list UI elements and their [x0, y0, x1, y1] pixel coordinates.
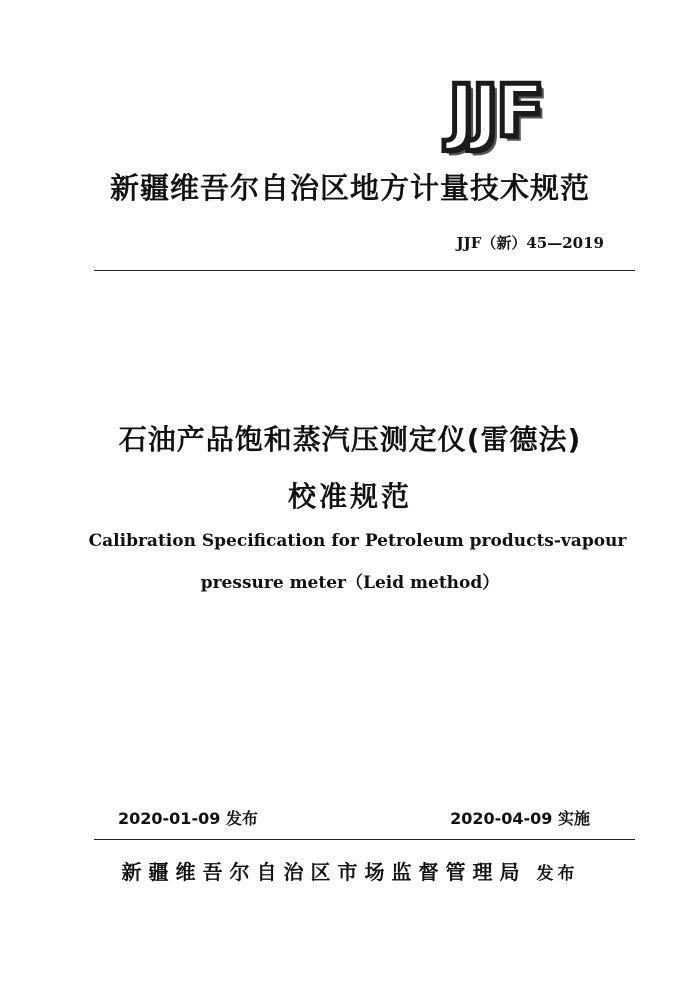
- chinese-title-line-1: 石油产品饱和蒸汽压测定仪(雷德法): [118, 423, 582, 456]
- publisher: [0, 856, 700, 885]
- publisher-name: 新疆维吾尔自治区市场监督管理局: [121, 860, 527, 884]
- org-title: 新疆维吾尔自治区地方计量技术规范: [109, 171, 590, 205]
- jjf-logo: JJF: [448, 69, 542, 153]
- publish-label: 发布: [536, 864, 579, 884]
- english-title-line-2: pressure meter（Leid method）: [200, 573, 500, 593]
- document-code: JJF（新）45—2019: [456, 234, 604, 252]
- english-title-line-1: Calibration Specification for Petroleum products-vapour: [88, 531, 627, 551]
- top-divider: [94, 270, 635, 271]
- bottom-divider: [94, 839, 635, 840]
- issue-date: 2020-01-09 发布: [118, 809, 258, 828]
- chinese-title-line-2: 校准规范: [287, 480, 412, 513]
- implementation-date: 2020-04-09 实施: [450, 809, 590, 828]
